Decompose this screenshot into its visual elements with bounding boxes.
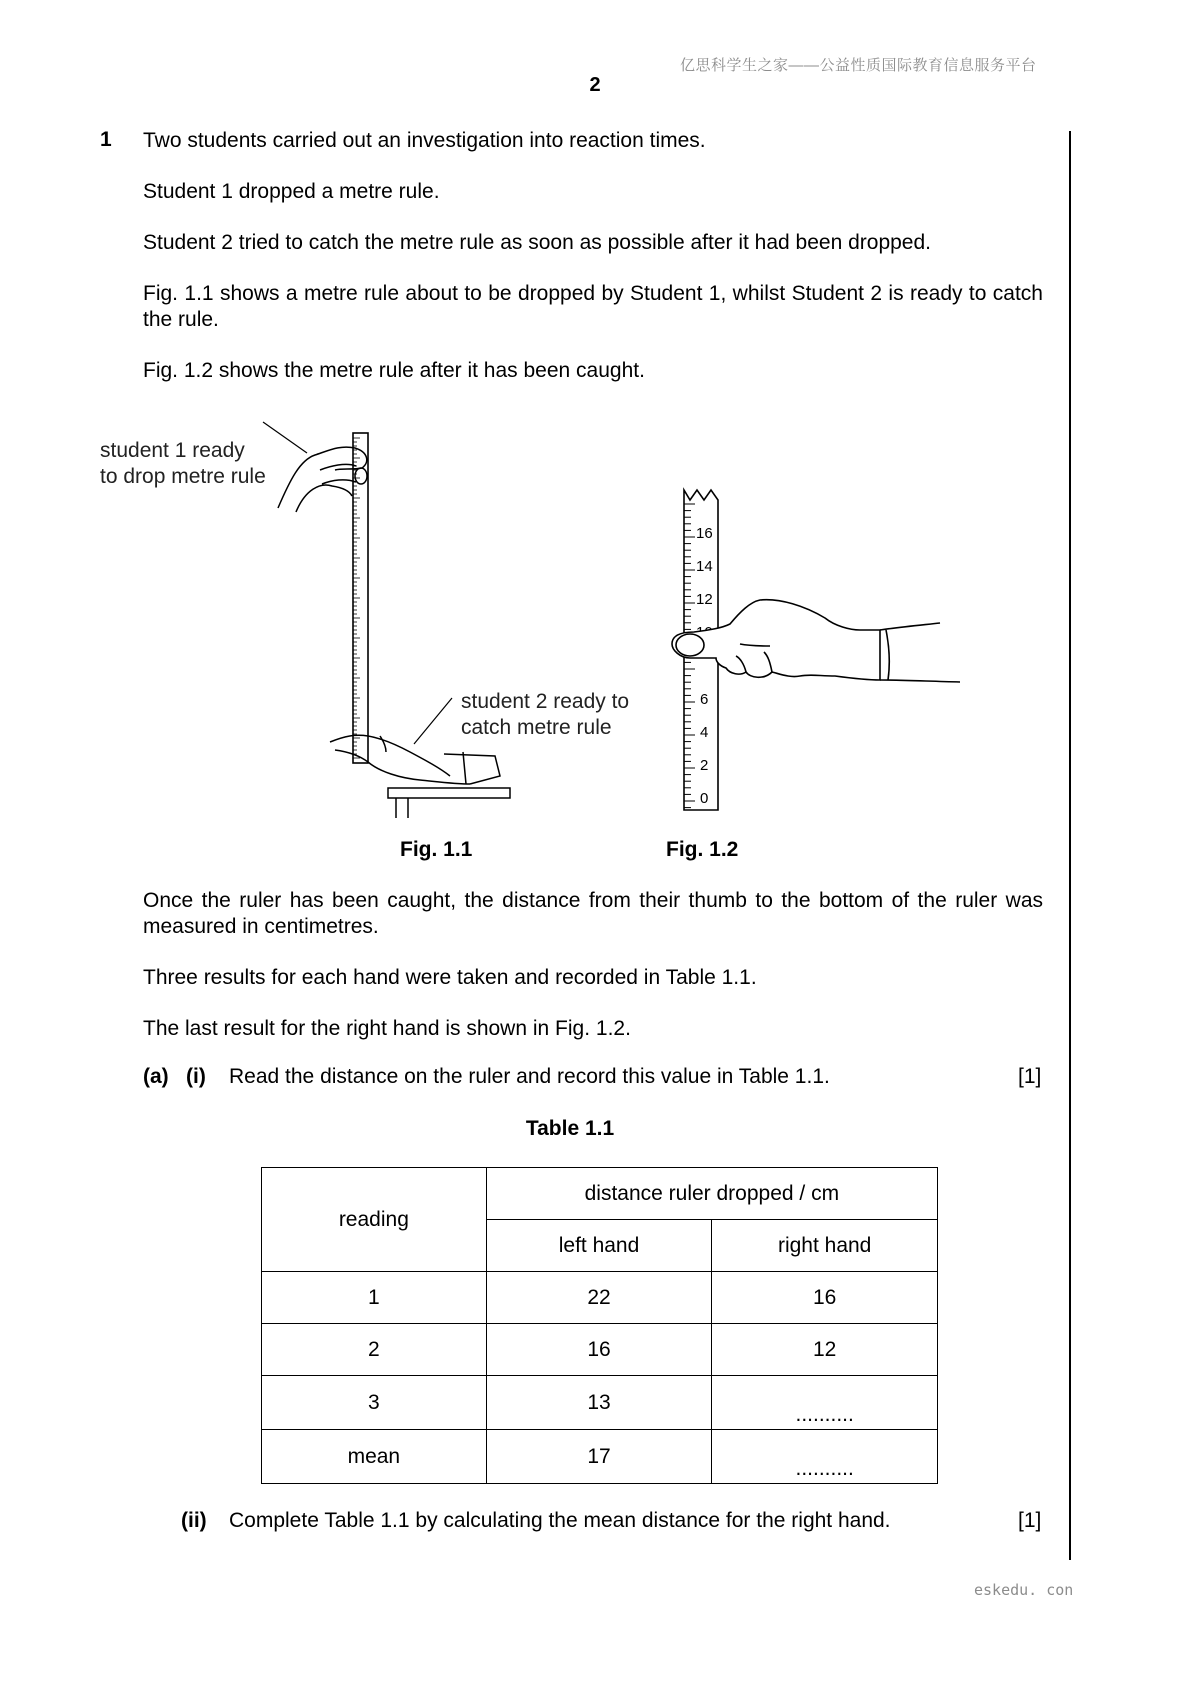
answer-blank-right-reading-3[interactable]: .......... [712,1376,938,1430]
table-title: Table 1.1 [525,1117,615,1140]
row-right-value: 12 [712,1324,938,1376]
fig2-scale-0: 0 [700,790,709,807]
header-distance-group: distance ruler dropped / cm [486,1168,937,1220]
row-left-value: 22 [486,1272,712,1324]
table-row [262,1324,938,1376]
row-left-value: 16 [486,1324,712,1376]
fig2-caption: Fig. 1.2 [666,838,739,861]
fig2-scale-4: 4 [700,724,709,741]
fig1-label-student2-line2: catch metre rule [461,716,612,739]
part-a-ii-text: Complete Table 1.1 by calculating the mean distance for the right hand. [229,1509,891,1532]
header-site-name: 亿思科学生之家——公益性质国际教育信息服务平台 [680,57,1037,74]
figure-1-2 [660,480,1040,820]
row-reading: 3 [262,1376,487,1430]
figure-1-1 [0,400,560,820]
fig2-scale-12: 12 [696,591,713,608]
row-left-value: 13 [486,1376,712,1430]
fig2-scale-2: 2 [700,757,709,774]
intro-paragraph-3: Student 2 tried to catch the metre rule as soon as possible after it had been dropped. [143,231,931,254]
part-a-i-label: (i) [186,1065,206,1088]
part-a-ii-marks: [1] [1018,1509,1042,1532]
table-row [262,1430,938,1484]
part-a-i-text: Read the distance on the ruler and record this value in Table 1.1. [229,1065,830,1088]
results-table [261,1167,938,1484]
fig1-leader-student1 [263,422,307,453]
fig1-label-student2-line1: student 2 ready to [461,690,630,713]
table-row [262,1272,938,1324]
footer-watermark: eskedu. con [974,1581,1074,1599]
fig1-leader-student2 [414,698,452,744]
fig1-label-student1-line2: to drop metre rule [100,465,266,488]
fig1-table [388,788,510,818]
header-left-hand: left hand [486,1220,712,1272]
answer-blank-right-mean[interactable]: .......... [712,1430,938,1484]
intro-paragraph-4: Fig. 1.1 shows a metre rule about to be dropped by Student 1, whilst Student 2 is ready to catch the rule. [143,282,1043,331]
fig1-label-student1-line1: student 1 ready [100,439,245,462]
row-left-value: 17 [486,1430,712,1484]
fig1-caption: Fig. 1.1 [400,838,473,861]
row-reading: mean [262,1430,487,1484]
table-row [262,1376,938,1430]
fig2-scale-6: 6 [700,691,709,708]
header-right-hand: right hand [712,1220,938,1272]
intro-paragraph-1: Two students carried out an investigation into reaction times. [143,129,706,152]
part-a-i-marks: [1] [1018,1065,1042,1088]
part-a-label: (a) [143,1065,169,1088]
row-reading: 2 [262,1324,487,1376]
after-paragraph-1: Once the ruler has been caught, the distance from their thumb to the bottom of the ruler was measured in centimetres. [143,889,1043,938]
margin-line [1069,131,1071,1560]
intro-paragraph-2: Student 1 dropped a metre rule. [143,180,440,203]
after-paragraph-3: The last result for the right hand is shown in Fig. 1.2. [143,1017,631,1040]
after-paragraph-2: Three results for each hand were taken and recorded in Table 1.1. [143,966,757,989]
row-reading: 1 [262,1272,487,1324]
row-right-value: 16 [712,1272,938,1324]
fig2-scale-14: 14 [696,558,713,575]
question-number: 1 [100,128,112,151]
fig2-scale-16: 16 [696,525,713,542]
page-number: 2 [589,74,601,96]
part-a-ii-label: (ii) [181,1509,207,1532]
intro-paragraph-5: Fig. 1.2 shows the metre rule after it has been caught. [143,359,645,382]
header-reading: reading [262,1168,487,1272]
